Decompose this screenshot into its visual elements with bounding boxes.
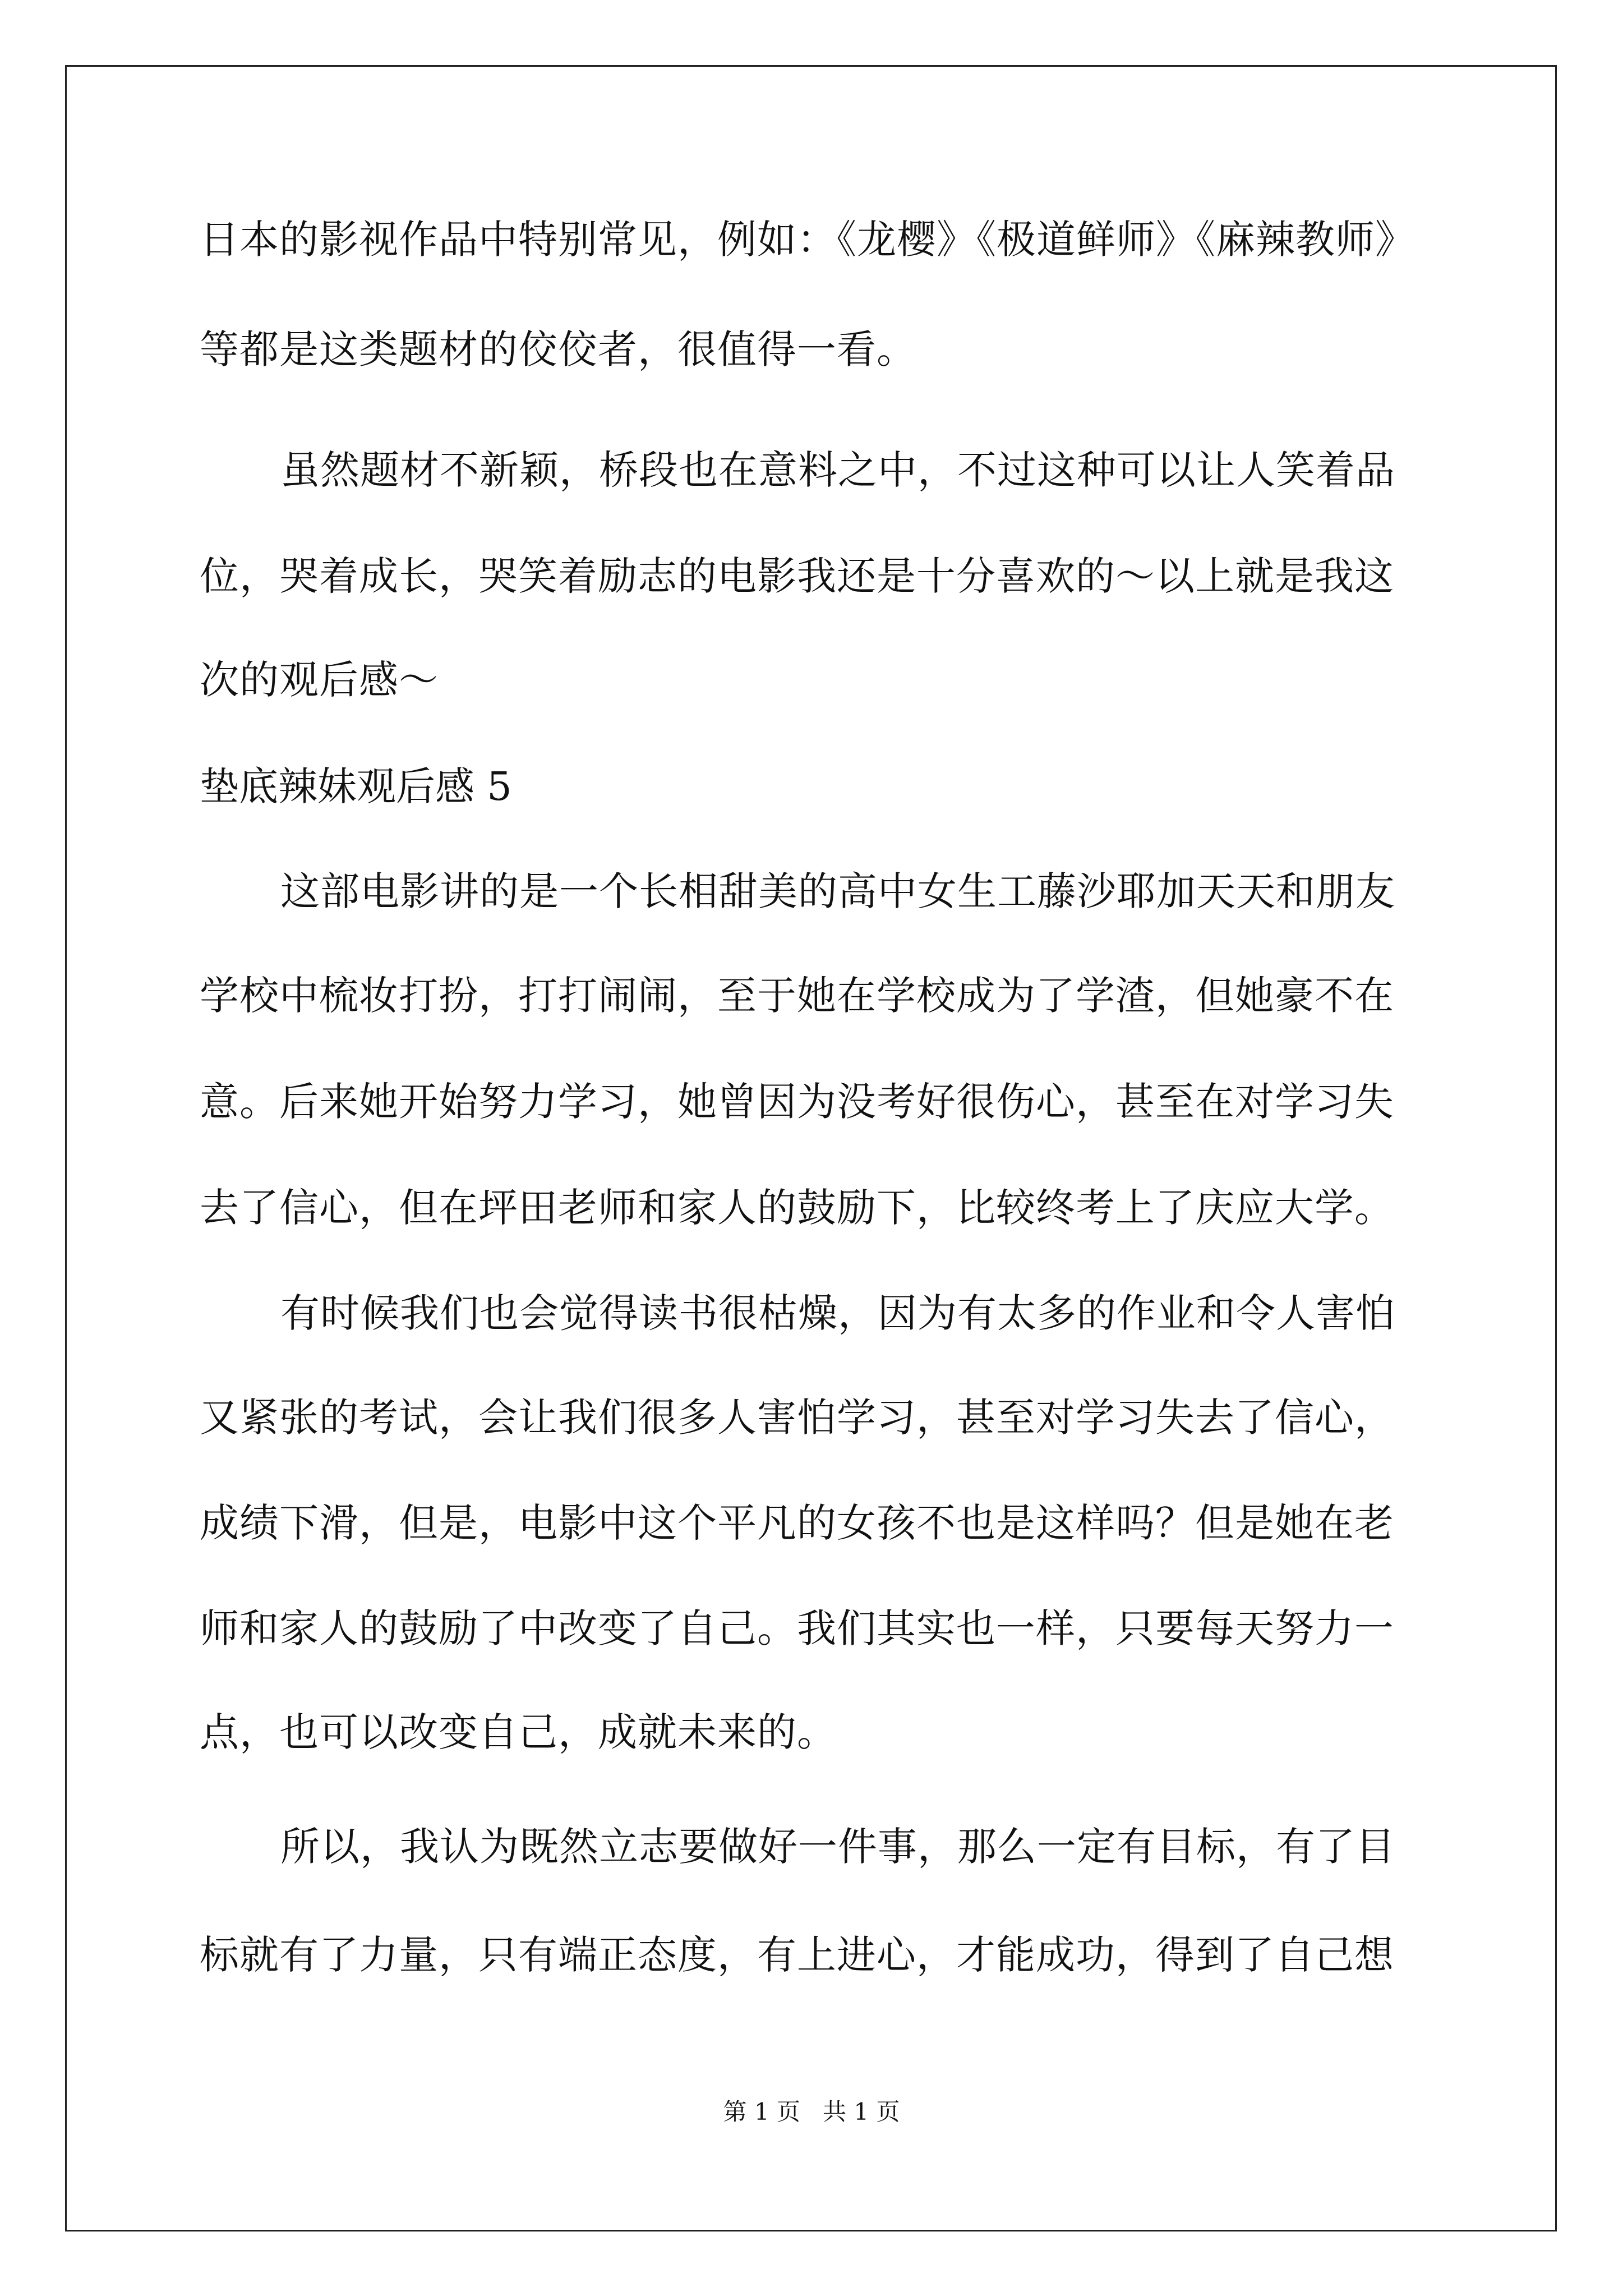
text-line-3: 虽然题材不新颖，桥段也在意料之中，不过这种可以让人笑着品 <box>280 447 1395 493</box>
text-line-15: 点，也可以改变自己，成就未来的。 <box>200 1709 837 1755</box>
text-line-14: 师和家人的鼓励了中改变了自己。我们其实也一样，只要每天努力一 <box>200 1605 1394 1651</box>
text-line-9: 意。后来她开始努力学习，她曾因为没考好很伤心，甚至在对学习失 <box>200 1079 1394 1125</box>
section-heading: 垫底辣妹观后感 5 <box>200 763 512 809</box>
text-line-7: 这部电影讲的是一个长相甜美的高中女生工藤沙耶加天天和朋友 <box>280 868 1395 914</box>
text-line-12: 又紧张的考试，会让我们很多人害怕学习，甚至对学习失去了信心， <box>200 1395 1394 1441</box>
page-number-footer: 第 1 页 共 1 页 <box>723 2098 900 2125</box>
text-line-5: 次的观后感～ <box>200 657 439 703</box>
text-line-2: 等都是这类题材的佼佼者，很值得一看。 <box>200 326 916 372</box>
text-line-4: 位，哭着成长，哭笑着励志的电影我还是十分喜欢的～以上就是我这 <box>200 553 1394 599</box>
text-line-8: 学校中梳妆打扮，打打闹闹，至于她在学校成为了学渣，但她豪不在 <box>200 973 1394 1019</box>
text-line-13: 成绩下滑，但是，电影中这个平凡的女孩不也是这样吗？但是她在老 <box>200 1500 1394 1546</box>
text-line-10: 去了信心，但在坪田老师和家人的鼓励下，比较终考上了庆应大学。 <box>200 1185 1394 1231</box>
text-line-17: 标就有了力量，只有端正态度，有上进心，才能成功，得到了自己想 <box>200 1932 1394 1978</box>
text-line-16: 所以，我认为既然立志要做好一件事，那么一定有目标，有了目 <box>280 1824 1395 1870</box>
text-line-1: 日本的影视作品中特别常见，例如：《龙樱》《极道鲜师》《麻辣教师》 <box>200 217 1415 263</box>
text-line-11: 有时候我们也会觉得读书很枯燥，因为有太多的作业和令人害怕 <box>280 1290 1395 1336</box>
page-border <box>65 65 1557 2231</box>
